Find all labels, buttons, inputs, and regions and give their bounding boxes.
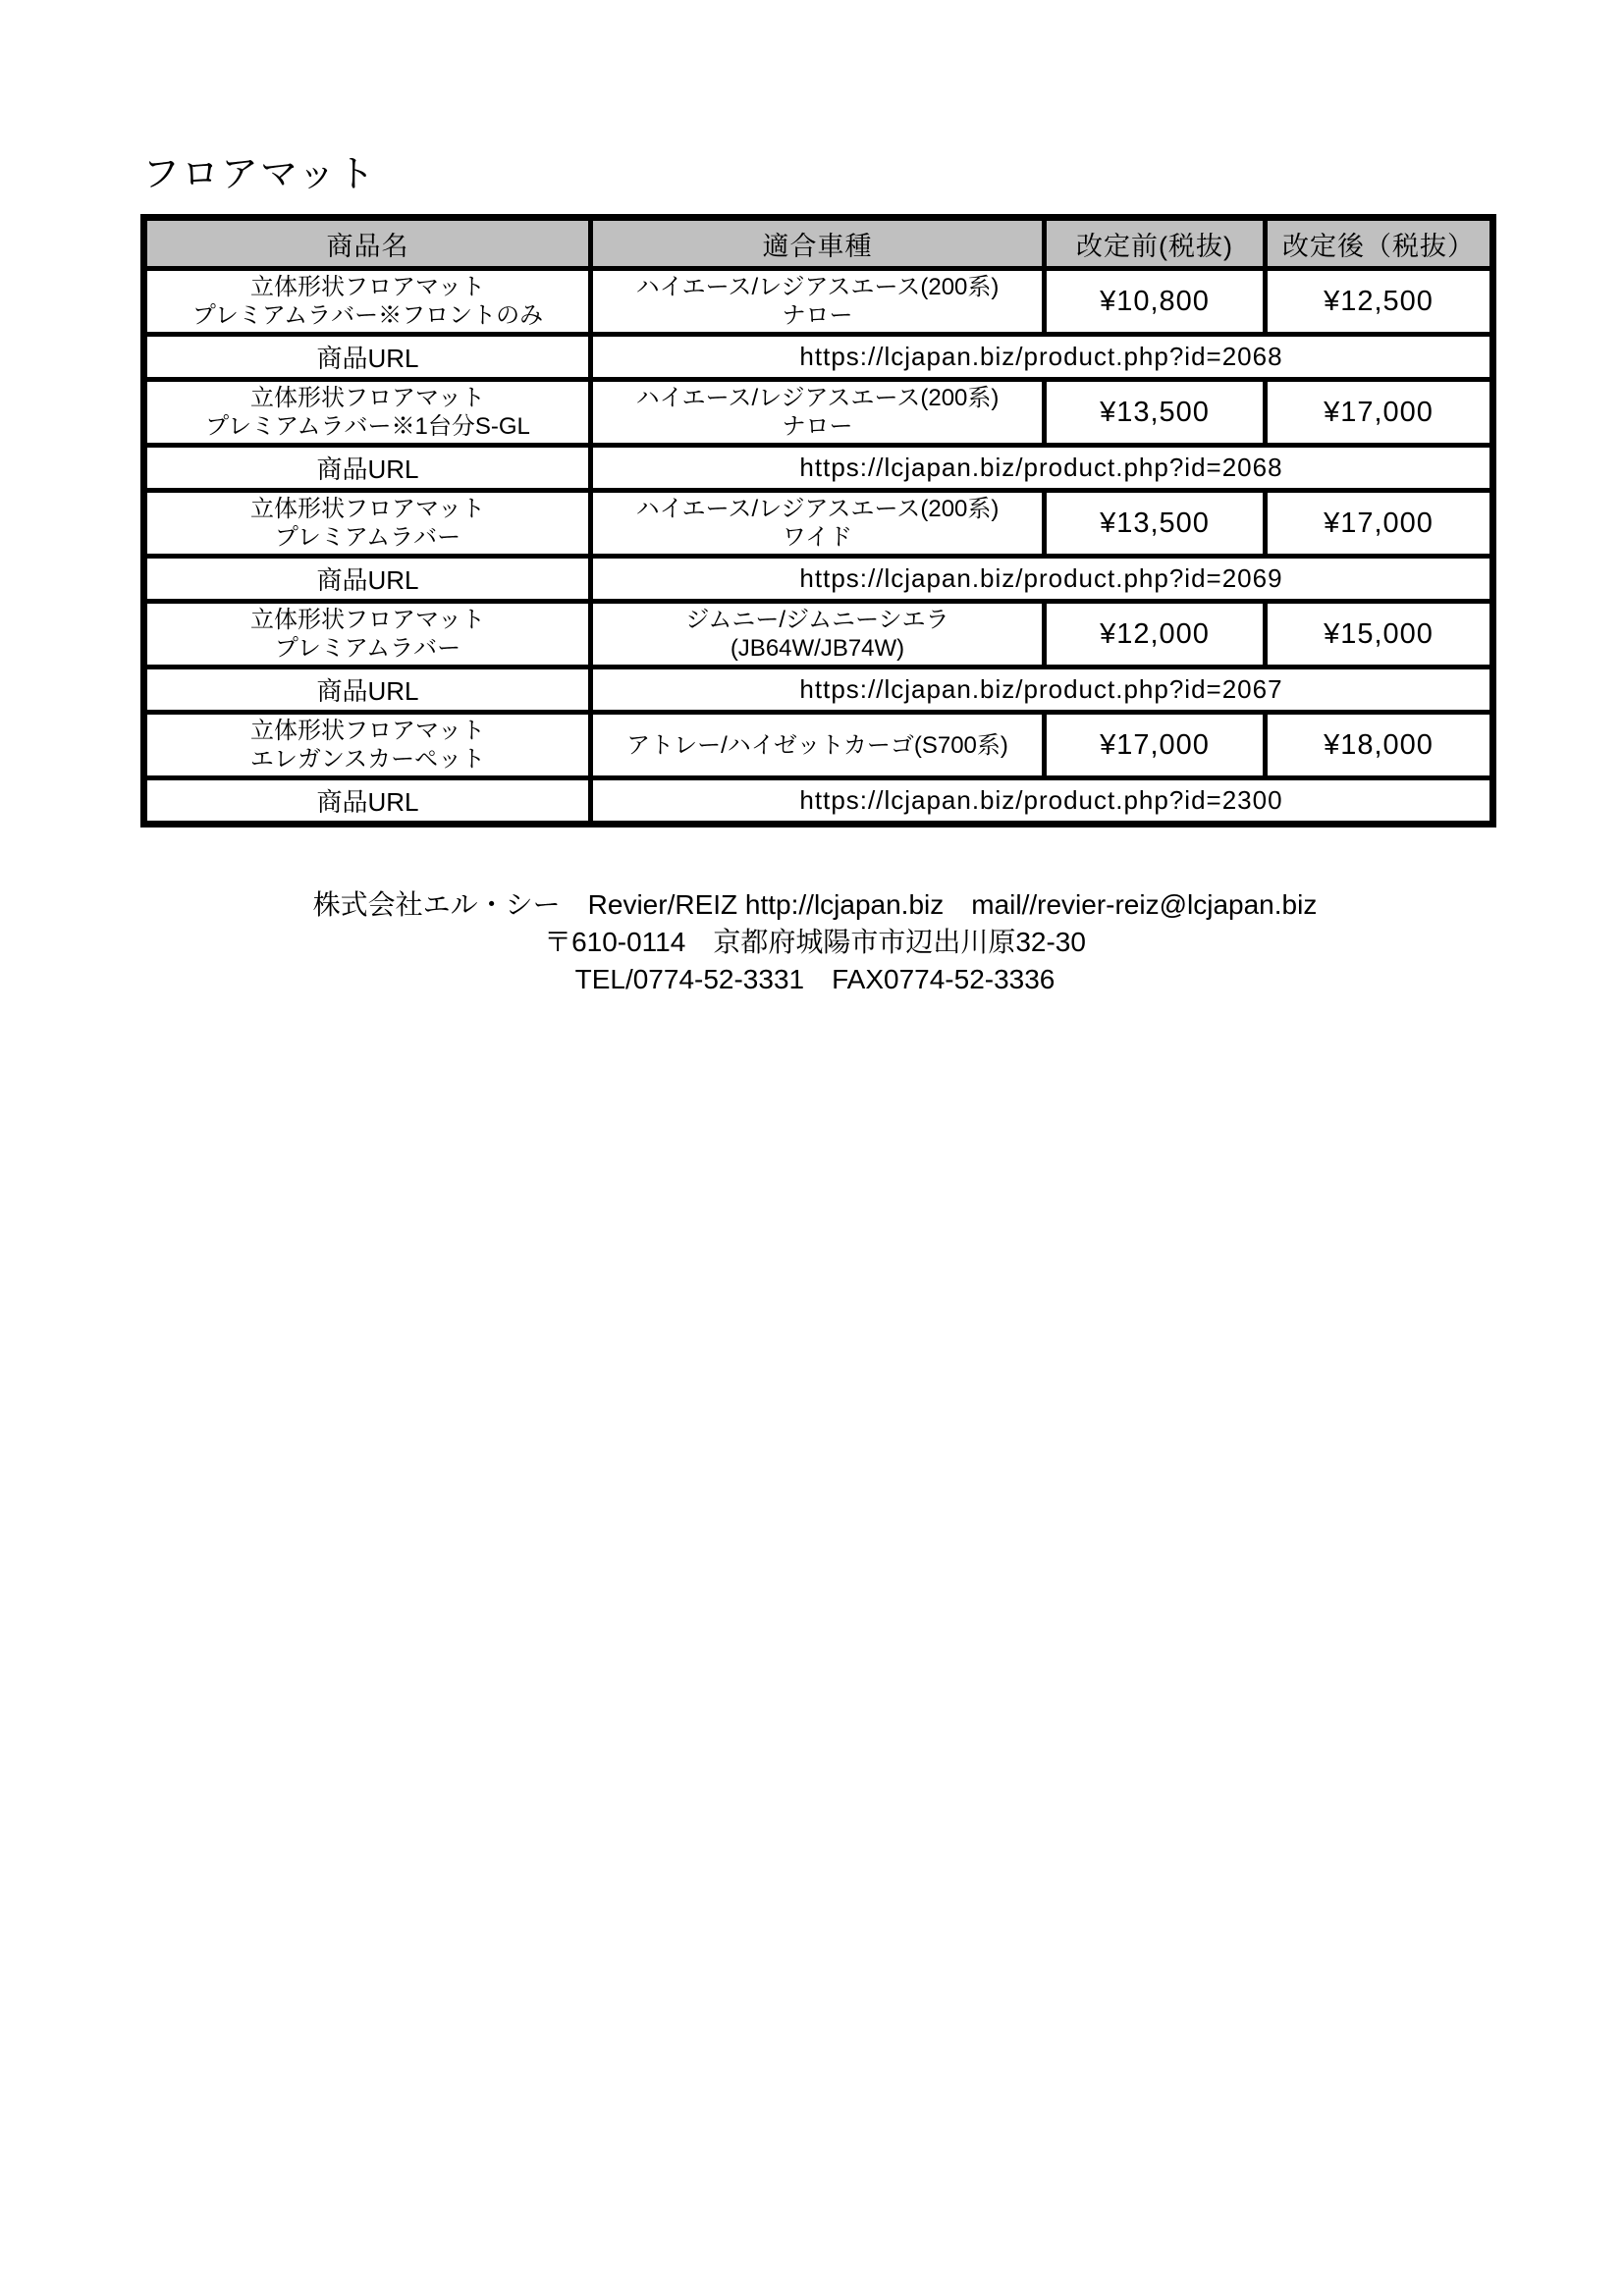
vehicle-cell bbox=[591, 380, 1045, 446]
product-name-line1: 立体形状フロアマット bbox=[249, 496, 486, 522]
vehicle-line1: ハイエース/レジアスエース(200系) bbox=[635, 496, 1000, 522]
vehicle-cell bbox=[591, 491, 1045, 557]
table-row bbox=[144, 380, 1493, 446]
vehicle-line1: ハイエース/レジアスエース(200系) bbox=[635, 274, 1000, 300]
table-row bbox=[144, 491, 1493, 557]
product-name-line2: プレミアムラバー※1台分S-GL bbox=[205, 413, 530, 440]
url-label: 商品URL bbox=[144, 778, 591, 825]
url-label: 商品URL bbox=[144, 446, 591, 491]
price-before-cell: ¥17,000 bbox=[1045, 713, 1266, 778]
vehicle-line1: ジムニー/ジムニーシエラ bbox=[685, 607, 949, 633]
price-before-cell: ¥13,500 bbox=[1045, 380, 1266, 446]
table-row bbox=[144, 713, 1493, 778]
price-after-cell: ¥15,000 bbox=[1266, 602, 1493, 667]
product-name-line2: プレミアムラバー※フロントのみ bbox=[191, 302, 544, 329]
product-name-cell bbox=[144, 713, 591, 778]
product-url: https://lcjapan.biz/product.php?id=2068 bbox=[591, 335, 1493, 380]
price-after-cell: ¥12,500 bbox=[1266, 269, 1493, 335]
vehicle-line2: ワイド bbox=[782, 524, 853, 551]
footer-company-line: 株式会社エル・シー Revier/REIZ http://lcjapan.biz mail//revier-reiz@lcjapan.biz bbox=[312, 889, 1318, 920]
table-header-row bbox=[144, 218, 1493, 269]
vehicle-line2: ナロー bbox=[782, 302, 853, 329]
price-after-cell: ¥17,000 bbox=[1266, 380, 1493, 446]
price-after-cell: ¥17,000 bbox=[1266, 491, 1493, 557]
product-url: https://lcjapan.biz/product.php?id=2068 bbox=[591, 446, 1493, 491]
header-cell-price-before: 改定前(税抜) bbox=[1045, 218, 1266, 269]
vehicle-cell bbox=[591, 269, 1045, 335]
table-url-row bbox=[144, 557, 1493, 602]
table-url-row bbox=[144, 446, 1493, 491]
vehicle-line2: (JB64W/JB74W) bbox=[730, 635, 905, 662]
product-name-line2: プレミアムラバー bbox=[274, 635, 461, 662]
header-cell-vehicle: 適合車種 bbox=[591, 218, 1045, 269]
table-url-row bbox=[144, 667, 1493, 713]
vehicle-line1: アトレー/ハイゼットカーゴ(S700系) bbox=[626, 731, 1008, 759]
table-url-row bbox=[144, 778, 1493, 825]
product-name-cell bbox=[144, 380, 591, 446]
table-row bbox=[144, 602, 1493, 667]
product-name-line2: エレガンスカーペット bbox=[249, 746, 486, 773]
table-row bbox=[144, 269, 1493, 335]
price-table bbox=[140, 214, 1496, 828]
url-label: 商品URL bbox=[144, 335, 591, 380]
product-url: https://lcjapan.biz/product.php?id=2067 bbox=[591, 667, 1493, 713]
header-cell-product: 商品名 bbox=[144, 218, 591, 269]
vehicle-line2: ナロー bbox=[782, 413, 853, 440]
product-name-line1: 立体形状フロアマット bbox=[249, 718, 486, 744]
product-name-line2: プレミアムラバー bbox=[274, 524, 461, 551]
product-url: https://lcjapan.biz/product.php?id=2069 bbox=[591, 557, 1493, 602]
product-name-cell bbox=[144, 269, 591, 335]
header-cell-price-after: 改定後（税抜） bbox=[1266, 218, 1493, 269]
product-name-line1: 立体形状フロアマット bbox=[249, 385, 486, 411]
page-title: フロアマット bbox=[142, 154, 377, 195]
url-label: 商品URL bbox=[144, 667, 591, 713]
product-name-line1: 立体形状フロアマット bbox=[249, 607, 486, 633]
product-name-cell bbox=[144, 491, 591, 557]
vehicle-line1: ハイエース/レジアスエース(200系) bbox=[635, 385, 1000, 411]
price-before-cell: ¥13,500 bbox=[1045, 491, 1266, 557]
vehicle-cell bbox=[591, 713, 1045, 778]
footer-phone-line: TEL/0774-52-3331 FAX0774-52-3336 bbox=[574, 964, 1056, 994]
price-before-cell: ¥12,000 bbox=[1045, 602, 1266, 667]
table-url-row bbox=[144, 335, 1493, 380]
product-url: https://lcjapan.biz/product.php?id=2300 bbox=[591, 778, 1493, 825]
footer-address-line: 〒610-0114 京都府城陽市市辺出川原32-30 bbox=[544, 927, 1086, 957]
url-label: 商品URL bbox=[144, 557, 591, 602]
product-name-cell bbox=[144, 602, 591, 667]
vehicle-cell bbox=[591, 602, 1045, 667]
price-after-cell: ¥18,000 bbox=[1266, 713, 1493, 778]
company-footer bbox=[140, 886, 1489, 998]
product-name-line1: 立体形状フロアマット bbox=[249, 274, 486, 300]
price-before-cell: ¥10,800 bbox=[1045, 269, 1266, 335]
